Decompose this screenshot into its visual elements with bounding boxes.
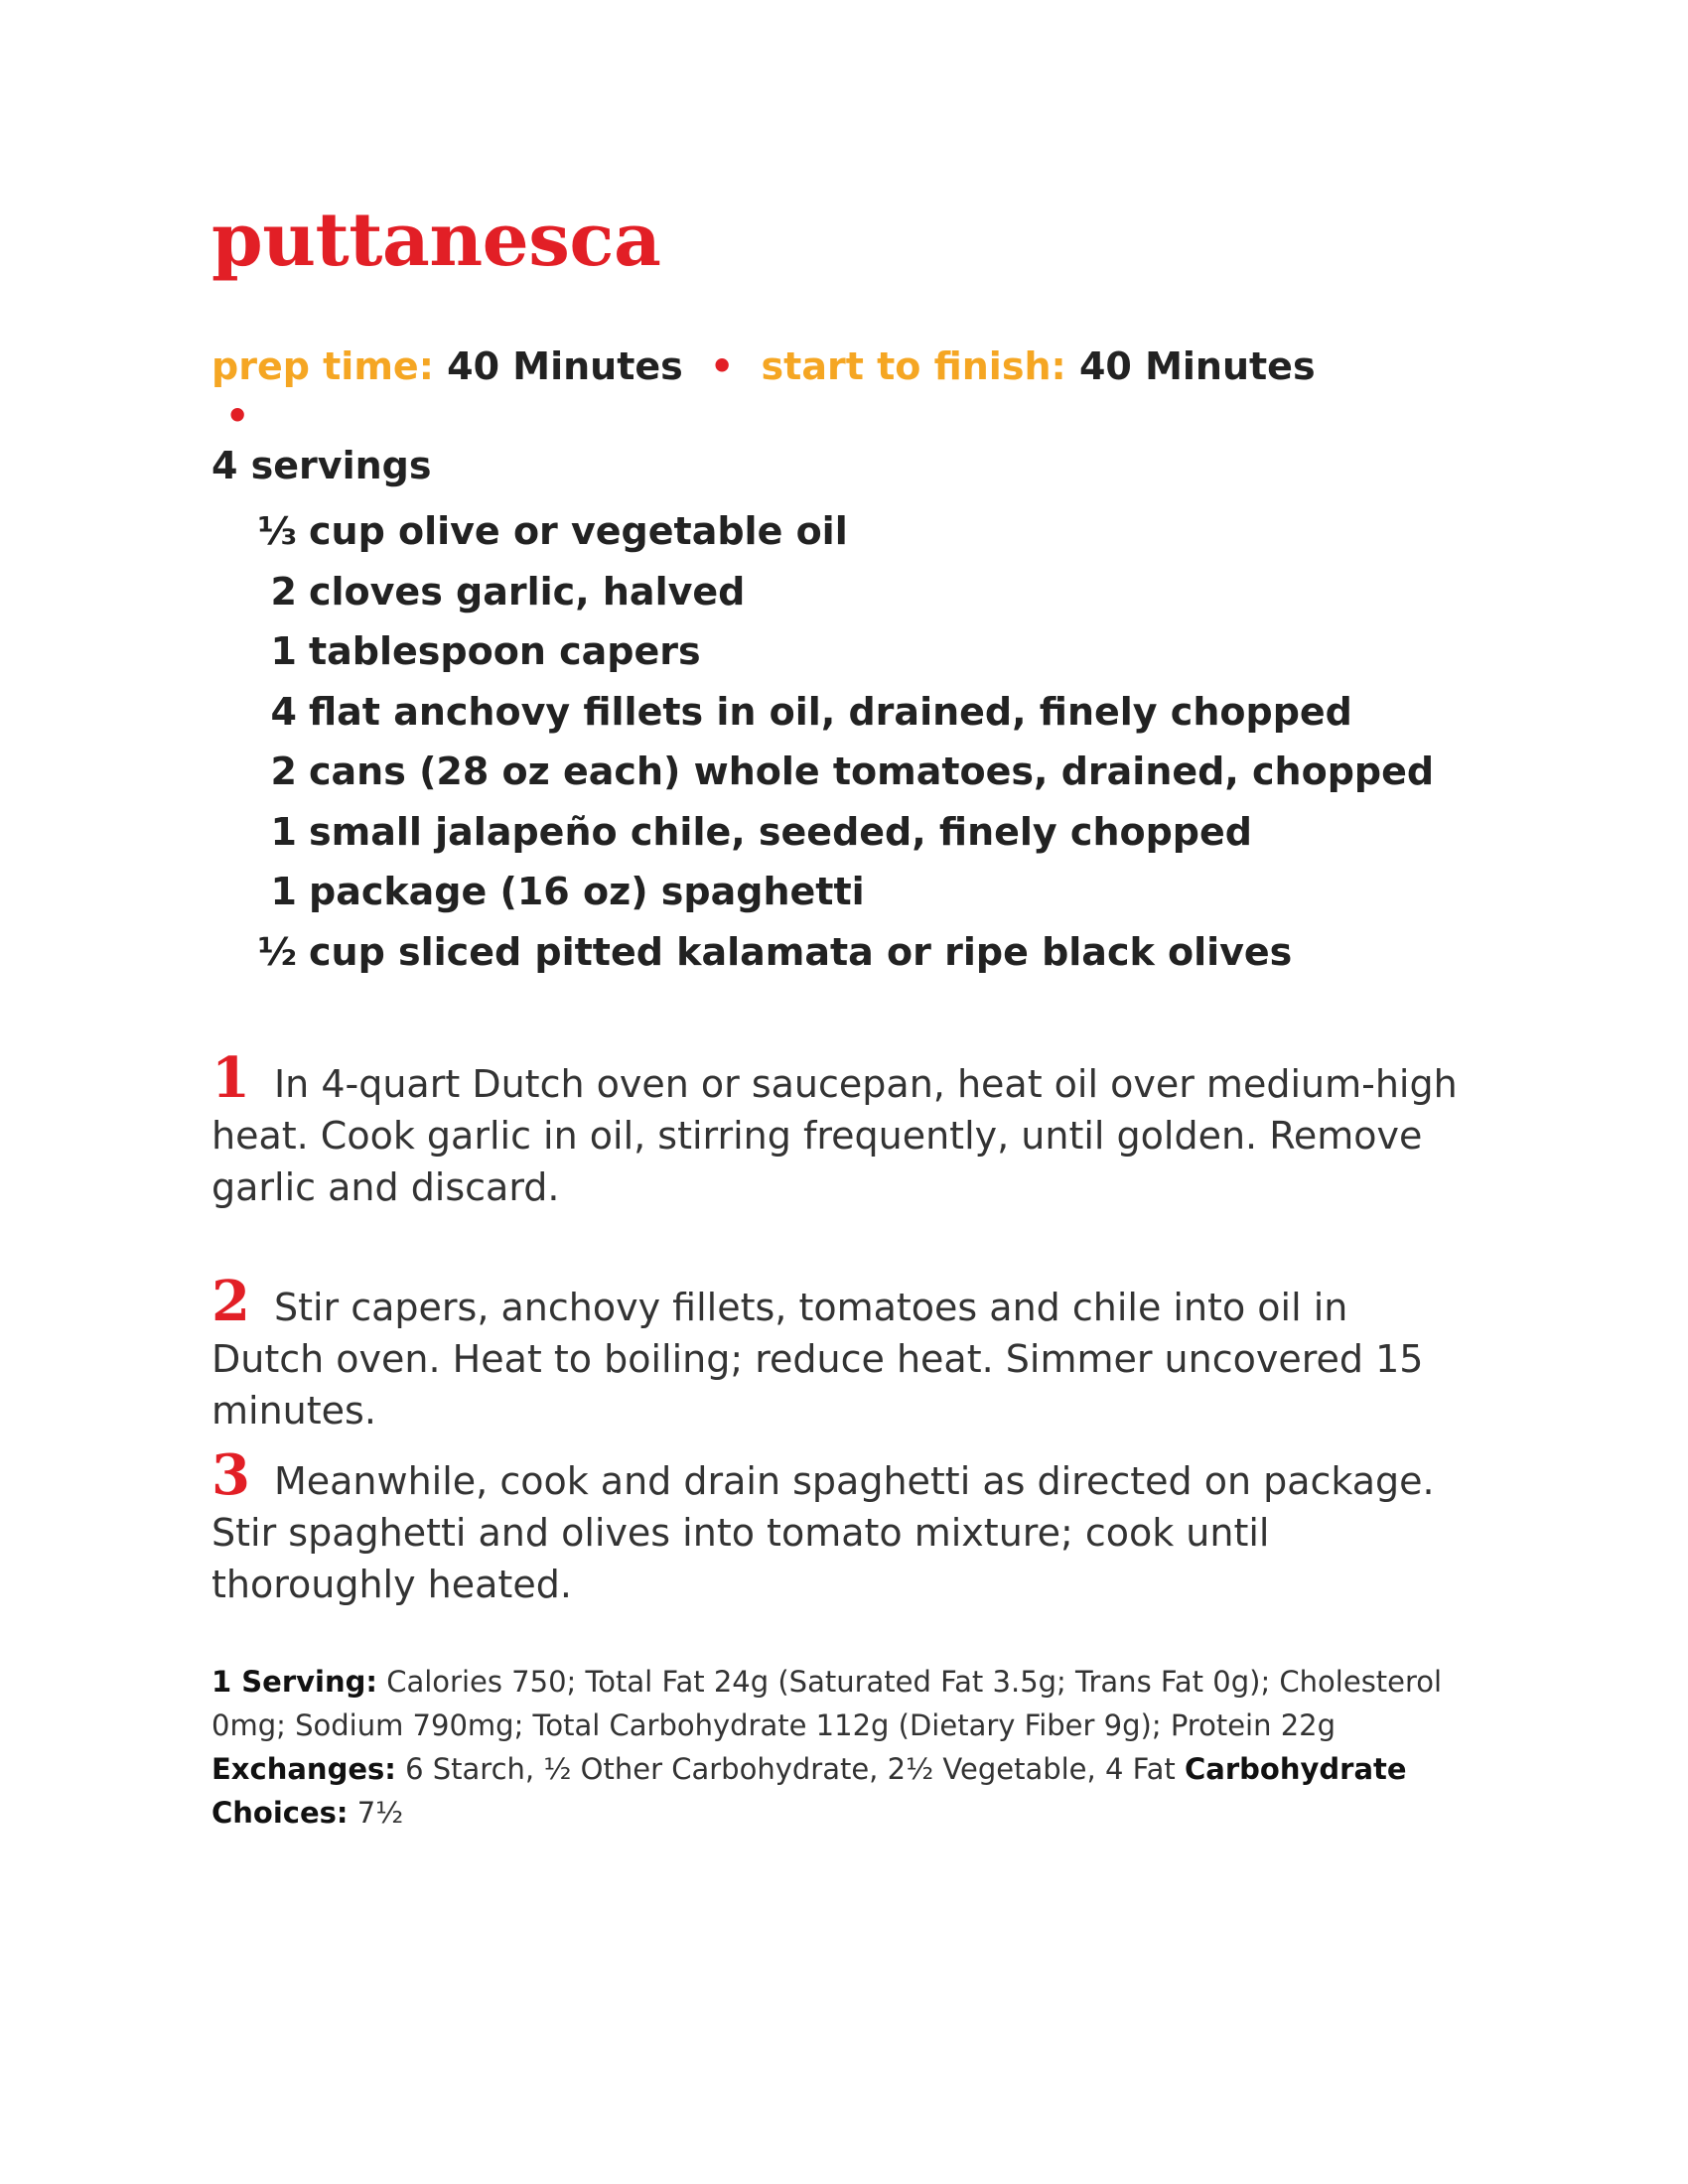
ingredient-item (255, 562, 1434, 622)
ingredient-qty: 1 (270, 870, 297, 913)
ingredient-text: small jalapeño chile, seeded, finely chopped (309, 809, 1252, 854)
start-to-finish-label: start to finish: (761, 344, 1066, 388)
ingredient-text: cup olive or vegetable oil (309, 509, 848, 553)
prep-time-value: 40 Minutes (447, 344, 683, 388)
exchanges-label: Exchanges: (211, 1752, 396, 1786)
recipe-meta (211, 341, 1353, 490)
step-number: 3 (211, 1442, 250, 1508)
ingredient-qty: 4 (270, 689, 297, 734)
nutrition-info (211, 1660, 1473, 1835)
step-number: 1 (211, 1045, 250, 1111)
serving-label: 1 Serving: (211, 1665, 377, 1699)
ingredient-item (255, 922, 1434, 983)
ingredient-item (255, 501, 1434, 562)
ingredient-qty: ⅓ (257, 509, 297, 553)
ingredient-text: cup sliced pitted kalamata or ripe black olives (309, 929, 1293, 974)
separator-dot: • (710, 344, 735, 388)
ingredient-item (255, 621, 1434, 682)
servings: 4 servings (211, 444, 432, 487)
ingredient-qty: 2 (270, 569, 297, 614)
step-3 (211, 1442, 1463, 1610)
ingredient-text: tablespoon capers (309, 629, 701, 673)
ingredient-qty: 2 (270, 750, 297, 793)
step-2 (211, 1269, 1463, 1436)
ingredient-list (255, 501, 1434, 982)
recipe-title: puttanesca (211, 198, 661, 283)
step-number: 2 (211, 1269, 250, 1334)
ingredient-item (255, 802, 1434, 863)
ingredient-item (255, 742, 1434, 802)
step-text: Meanwhile, cook and drain spaghetti as directed on package. Stir spaghetti and olives into tomato mixture; cook until thoroughly heated. (211, 1459, 1435, 1606)
ingredient-text: cans (28 oz each) whole tomatoes, drained, chopped (309, 750, 1435, 793)
exchanges-text: 6 Starch, ½ Other Carbohydrate, 2½ Vegetable, 4 Fat (405, 1752, 1176, 1786)
ingredient-text: package (16 oz) spaghetti (309, 870, 865, 913)
ingredient-qty: ½ (257, 929, 297, 974)
start-to-finish-value: 40 Minutes (1078, 344, 1316, 388)
ingredient-qty: 1 (270, 629, 297, 673)
carb-choices-label: Carbohydrate Choices: (211, 1752, 1407, 1830)
ingredient-item (255, 682, 1434, 743)
separator-dot: • (225, 394, 250, 438)
ingredient-text: cloves garlic, halved (309, 569, 746, 614)
prep-time-label: prep time: (211, 344, 434, 388)
ingredient-qty: 1 (270, 809, 297, 854)
ingredient-text: flat anchovy fillets in oil, drained, finely chopped (309, 689, 1352, 734)
step-text: In 4-quart Dutch oven or saucepan, heat oil over medium-high heat. Cook garlic in oil, stirring frequently, until golden. Remove garlic and discard. (211, 1062, 1458, 1209)
step-1 (211, 1045, 1463, 1213)
serving-text: Calories 750; Total Fat 24g (Saturated Fat 3.5g; Trans Fat 0g); Cholesterol 0mg; Sodium 790mg; Total Carbohydrate 112g (Dietary Fiber 9g); Protein 22g (211, 1665, 1443, 1742)
step-text: Stir capers, anchovy fillets, tomatoes and chile into oil in Dutch oven. Heat to boiling; reduce heat. Simmer uncovered 15 minutes. (211, 1286, 1424, 1433)
carb-choices-text: 7½ (356, 1796, 404, 1830)
ingredient-item (255, 862, 1434, 922)
